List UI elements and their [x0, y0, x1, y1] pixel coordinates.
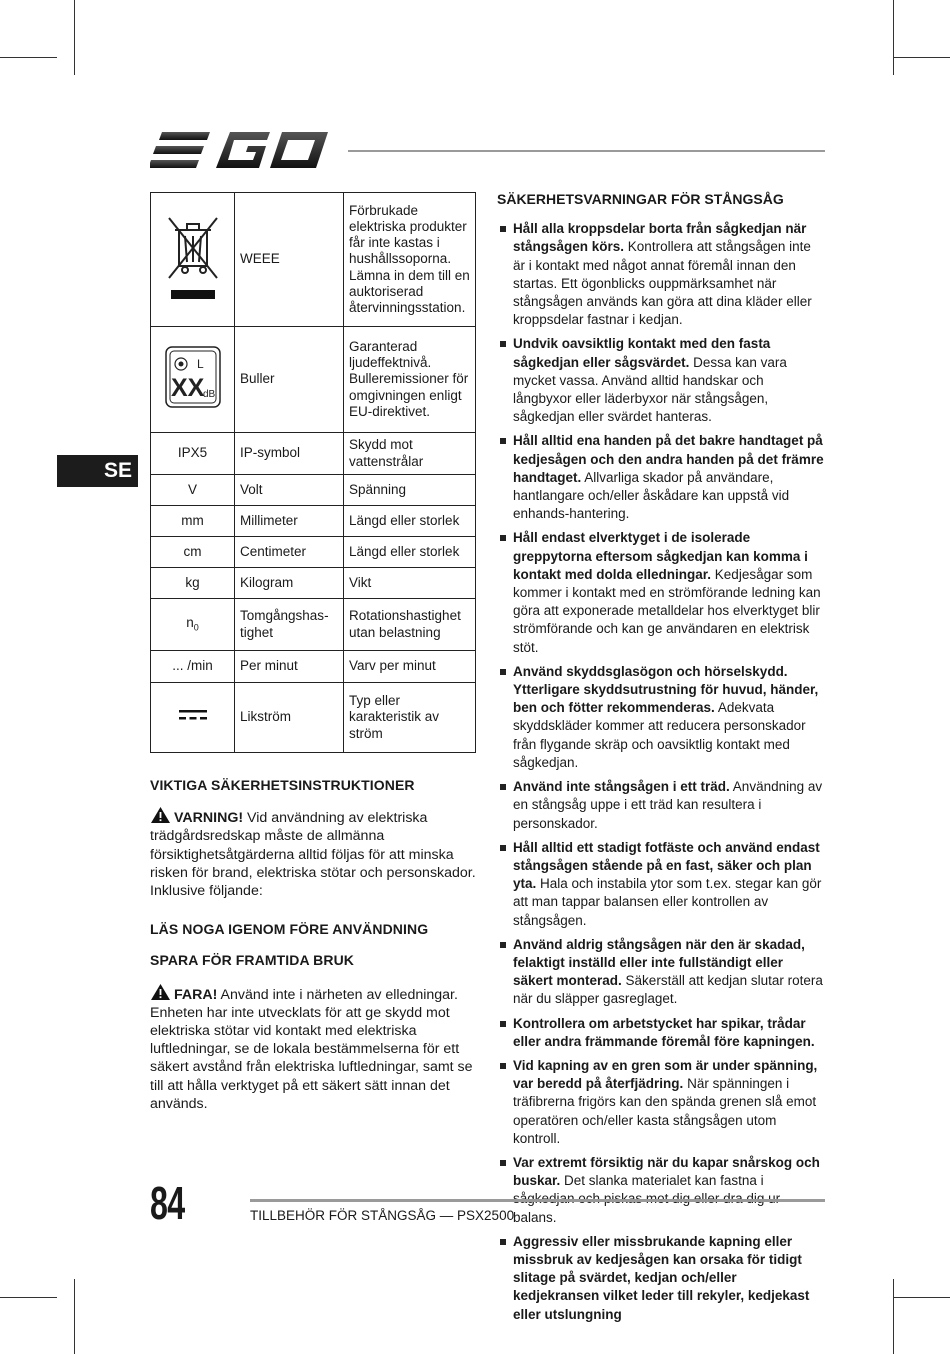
section-heading: VIKTIGA SÄKERHETSINSTRUKTIONER — [150, 777, 415, 793]
item-text: Dessa kan vara mycket vassa. Använd alltid handskar och långbyxor eller läderbyxor när stångsågen, sågkedjan eller svärdet hanteras. — [513, 354, 787, 425]
symbol-cell — [151, 193, 235, 327]
symbol-name: Buller — [235, 327, 344, 433]
list-item — [497, 220, 825, 329]
item-bold: Använd inte stångsågen i ett träd. — [513, 779, 730, 795]
table-row — [151, 599, 476, 651]
bullet-icon — [500, 669, 506, 675]
table-row — [151, 568, 476, 599]
list-item — [497, 839, 825, 930]
symbol-cell — [151, 599, 235, 651]
footer-title: TILLBEHÖR FÖR STÅNGSÅG — PSX2500 — [250, 1208, 515, 1223]
symbol-cell — [151, 683, 235, 753]
symbol-name: WEEE — [235, 193, 344, 327]
list-item — [497, 1154, 825, 1227]
bullet-icon — [500, 1160, 506, 1166]
sound-power-label-icon — [165, 346, 221, 408]
item-bold: Kontrollera om arbetstycket har spikar, trådar eller andra främmande föremål före kapningen. — [513, 1015, 815, 1049]
list-item — [497, 1057, 825, 1148]
crop-mark — [74, 0, 75, 75]
save-heading: SPARA FÖR FRAMTIDA BRUK — [150, 952, 354, 969]
symbol-description: Längd eller storlek — [344, 506, 476, 537]
symbol-subscript: 0 — [193, 622, 199, 633]
item-text: Det slanka materialet kan fastna i balans. — [513, 1173, 764, 1225]
symbol-name: Centimeter — [235, 537, 344, 568]
item-bold: Håll alla kroppsdelar borta från sågkedjan när stångsågen körs. — [513, 221, 807, 255]
danger-paragraph — [150, 983, 476, 1113]
bullet-icon — [500, 1239, 506, 1245]
item-bold: Håll alltid ena handen på det bakre handtaget på kedjesågen och den andra handen på det främre handtaget. — [513, 433, 824, 485]
ego-logo — [150, 130, 330, 170]
important-safety-section — [150, 776, 476, 1113]
symbol-cell: IPX5 — [151, 433, 235, 475]
bullet-icon — [500, 535, 506, 541]
symbol-description: Rotationshastighet utan belastning — [344, 599, 476, 651]
crop-mark — [893, 0, 894, 75]
table-row — [151, 683, 476, 753]
bullet-icon — [500, 1021, 506, 1027]
item-bold: Håll endast elverktyget i de isolerade greppytorna eftersom sågkedjan kan komma i kontakt med dolda elledningar. — [513, 530, 808, 582]
symbol-table — [150, 192, 476, 753]
symbol-description: Skydd mot vattenstrålar — [344, 433, 476, 475]
symbol-name: Kilogram — [235, 568, 344, 599]
sound-icon-unit: dB — [202, 389, 215, 401]
weee-crossed-bin-icon — [165, 212, 221, 302]
list-item — [497, 663, 825, 772]
item-text: Kontrollera att stångsågen inte är i kontakt med något annat föremål innan den startas. Ett ögonblicks ouppmärksamhet när stångsågen används kan göra att dina kläder eller kroppsdelar fastnar i kedjan. — [513, 239, 812, 328]
section-heading: SÄKERHETSVARNINGAR FÖR STÅNGSÅG — [497, 191, 784, 207]
danger-triangle-icon — [150, 983, 171, 1001]
symbol-text: n — [186, 615, 194, 631]
bullet-icon — [500, 942, 506, 948]
item-text: Hala och instabila ytor som t.ex. stegar kan gör att man tappar balansen eller kontrollen av stångsågen. — [513, 876, 822, 928]
list-item — [497, 1015, 825, 1051]
read-heading: LÄS NOGA IGENOM FÖRE ANVÄNDNING — [150, 921, 429, 938]
item-text: Säkerställ att kedjan slutar rotera när du släpper gasreglaget. — [513, 973, 823, 1007]
safety-list — [497, 220, 825, 1324]
list-item — [497, 778, 825, 833]
symbol-cell: cm — [151, 537, 235, 568]
item-bold: Var extremt försiktig när du kapar snårskog och buskar. — [513, 1154, 820, 1189]
warning-text: Vid användning av elektriska trädgårdsredskap måste de allmänna försiktighetsåtgärderna alltid följas för att minska risken för brand, elektriska stötar och personskador. Inklusive följande: — [150, 810, 476, 900]
item-bold: Vid kapning av en gren som är under spänning, var beredd på återfjädring. — [513, 1057, 818, 1092]
table-row — [151, 475, 476, 506]
table-row — [151, 433, 476, 475]
symbol-description: Garanterad ljudeffektnivå. Bulleremissioner för omgivningen enligt EU-direktivet. — [344, 327, 476, 433]
sound-icon-value: XX — [170, 374, 204, 403]
symbol-name: Tomgångshastighet — [235, 599, 344, 651]
warning-triangle-icon — [150, 806, 171, 824]
table-row — [151, 506, 476, 537]
header-rule — [348, 150, 825, 152]
symbol-cell: mm — [151, 506, 235, 537]
list-item — [497, 1233, 825, 1324]
item-bold: Håll alltid ett stadigt fotfäste och använd endast stångsågen stående på en fast, säker och plan yta. — [513, 839, 820, 892]
item-text: Allvarliga skador på användare, hantlangare och/eller åskådare kan uppstå vid enhands-hantering. — [513, 469, 790, 522]
crop-mark — [0, 1297, 57, 1298]
symbol-description: Spänning — [344, 475, 476, 506]
symbol-cell: ... /min — [151, 651, 235, 683]
symbol-name: Likström — [235, 683, 344, 753]
danger-label: FARA! — [174, 986, 218, 1003]
crop-mark — [74, 1279, 75, 1354]
sound-icon-label: L — [196, 357, 204, 372]
item-bold: Använd skyddsglasögon och hörselskydd. Ytterligare skyddsutrustning för huvud, händer, ben och fötter rekommenderas. — [513, 663, 819, 716]
list-item — [497, 335, 825, 426]
danger-text: Använd inte i närheten av elledningar. Enheten har inte utvecklats för att ge skydd mot elektriska stötar vid kontakt med elektriska luftledningar, se de lokala bestämmelserna för ett säkert avstånd från elektriska luftledningar, samt se till att hålla verktyget på ett säkert sätt innan det används. — [150, 986, 473, 1112]
item-bold: Undvik oavsiktlig kontakt med den fasta sågkedjan eller sågsvärdet. — [513, 336, 771, 370]
symbol-name: Volt — [235, 475, 344, 506]
item-text: Användning av en stångsåg uppe i ett träd kan resultera i personskador. — [513, 779, 823, 831]
symbol-name: IP-symbol — [235, 433, 344, 475]
item-text: Adekvata skyddskläder kommer att reducera personskador från flygande skräp och oavsiktlig kontakt med sågkedjan. — [513, 700, 806, 770]
crop-mark — [893, 57, 950, 58]
item-text: Kedjesågar som kommer i kontakt med en strömförande ledning kan göra att exponerade metalldelar hos elverktyget blir strömförande och kan ge användaren en elektrisk stöt. — [513, 566, 821, 655]
symbol-description: Varv per minut — [344, 651, 476, 683]
footer-rule — [250, 1199, 825, 1202]
list-item — [497, 936, 825, 1009]
symbol-description: Typ eller karakteristik av ström — [344, 683, 476, 753]
table-row — [151, 193, 476, 327]
direct-current-icon — [177, 707, 209, 723]
list-item — [497, 432, 825, 523]
warning-label: VARNING! — [174, 810, 244, 827]
symbol-name: Per minut — [235, 651, 344, 683]
table-row — [151, 327, 476, 433]
crop-mark — [893, 1297, 950, 1298]
table-row — [151, 537, 476, 568]
bullet-icon — [500, 1063, 506, 1069]
symbol-description: Längd eller storlek — [344, 537, 476, 568]
item-bold: Använd aldrig stångsågen när den är skadad, felaktigt inställd eller inte fullständigt eller säkert monterad. — [513, 936, 805, 989]
table-row — [151, 651, 476, 683]
bullet-icon — [500, 784, 506, 790]
crop-mark — [893, 1279, 894, 1354]
item-text: När spänningen i träfibrerna frigörs kan den spända grenen slå emot operatören och/eller kasta stångsågen utom kontroll. — [513, 1076, 817, 1146]
bullet-icon — [500, 226, 506, 232]
list-item — [497, 529, 825, 656]
symbol-cell: kg — [151, 568, 235, 599]
crop-mark — [0, 57, 57, 58]
symbol-description: Vikt — [344, 568, 476, 599]
pole-saw-safety-section — [497, 190, 825, 1330]
item-bold: Aggressiv eller missbrukande kapning eller missbruk av kedjesågen kan orsaka för tidigt slitage på svärdet, kedjan och/eller kedjekransen vilket leder till rekyler, kedjekast eller utslungning — [513, 1233, 810, 1322]
warning-paragraph — [150, 806, 476, 900]
symbol-name: Millimeter — [235, 506, 344, 537]
page-number: 84 — [150, 1177, 185, 1229]
language-tab: SE — [57, 455, 138, 487]
bullet-icon — [500, 438, 506, 444]
bullet-icon — [500, 341, 506, 347]
symbol-cell — [151, 327, 235, 433]
symbol-description: Förbrukade elektriska produkter får inte kastas i hushållssoporna. Lämna in dem till en auktoriserad återvinningsstation. — [344, 193, 476, 327]
bullet-icon — [500, 845, 506, 851]
symbol-cell: V — [151, 475, 235, 506]
